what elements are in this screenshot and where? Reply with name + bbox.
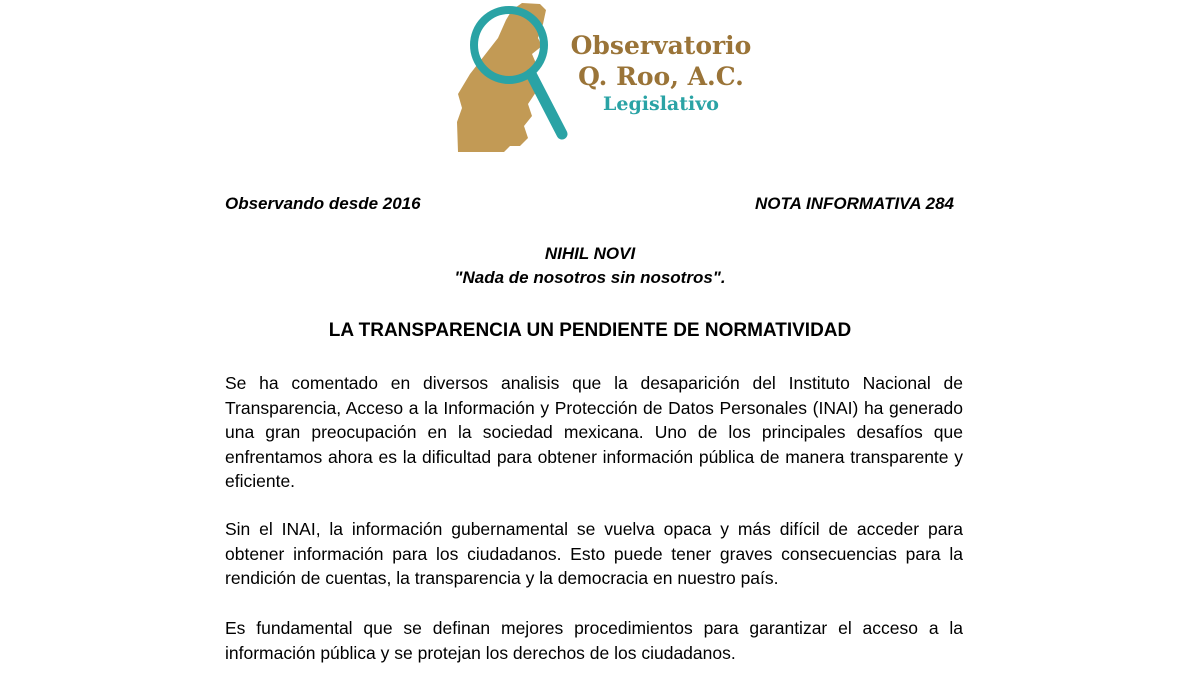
paragraph-2: Sin el INAI, la información gubernamental se vuelva opaca y más difícil de acceder para obtener información para los ciudadanos. Esto puede tener graves consecuencias para la rendición de cuentas, la transparencia y la democracia en nuestro país. — [225, 519, 963, 588]
logo-title-line1: Observatorio — [570, 31, 752, 60]
logo-title-line2: Q. Roo, A.C. — [578, 62, 744, 91]
logo-title — [566, 30, 756, 92]
logo-subtitle: Legislativo — [603, 93, 719, 115]
note-number-label: NOTA INFORMATIVA 284 — [755, 194, 954, 213]
paragraph-3: Es fundamental que se definan mejores procedimientos para garantizar el acceso a la información pública y se protejan los derechos de los ciudadanos. — [225, 618, 963, 663]
observing-since-label: Observando desde 2016 — [225, 194, 421, 213]
document-title: LA TRANSPARENCIA UN PENDIENTE DE NORMATIVIDAD — [328, 320, 852, 341]
paragraph-1: Se ha comentado en diversos analisis que la desaparición del Instituto Nacional de Transparencia, Acceso a la Información y Protección de Datos Personales (INAI) ha generado una gran preocupación en la sociedad mexicana. Uno de los principales desafíos que enfrentamos ahora es la dificultad para obtener información pública de manera transparente y eficiente. — [225, 373, 963, 491]
motto-spanish: "Nada de nosotros sin nosotros". — [454, 268, 726, 287]
observatorio-logo — [440, 0, 760, 160]
motto-latin: NIHIL NOVI — [544, 244, 636, 263]
